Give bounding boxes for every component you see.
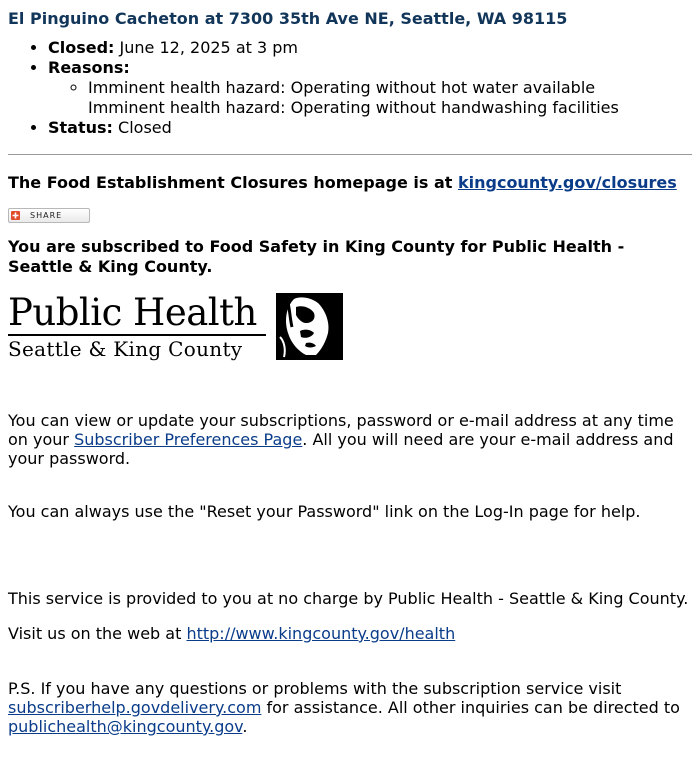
status-item: [48, 118, 694, 138]
divider: [8, 154, 692, 155]
subscriberhelp-link[interactable]: subscriberhelp.govdelivery.com: [8, 698, 262, 717]
reason-item: Imminent health hazard: Operating without handwashing facilities: [88, 98, 619, 117]
closed-label: Closed:: [48, 38, 115, 57]
ps-paragraph: [8, 679, 694, 736]
email-body: [8, 0, 694, 736]
service-paragraph: This service is provided to you at no charge by Public Health - Seattle & King County.: [8, 589, 689, 608]
reasons-item: [48, 58, 694, 118]
public-health-logo: [8, 293, 694, 393]
page-title: El Pinguino Cacheton at 7300 35th Ave NE, Seattle, WA 98115: [8, 9, 568, 28]
visit-text: Visit us on the web at: [8, 624, 182, 643]
share-label: SHARE: [30, 211, 63, 220]
kingcounty-health-link[interactable]: http://www.kingcounty.gov/health: [186, 624, 456, 643]
ps-end: .: [242, 717, 248, 736]
closed-value: June 12, 2025 at 3 pm: [119, 38, 298, 57]
logo-title: Public Health: [8, 291, 257, 334]
ps-text: P.S. If you have any questions or problems with the subscription service visit: [8, 679, 622, 698]
reasons-list: [48, 78, 694, 118]
logo-wordmark: [8, 293, 270, 362]
closed-item: [48, 38, 694, 58]
publichealth-email-link[interactable]: publichealth@kingcounty.gov: [8, 717, 243, 736]
ps-middle-text: for assistance. All other inquiries can be directed to: [266, 698, 680, 717]
homepage-line: [8, 172, 694, 194]
mlk-portrait-icon: [276, 293, 343, 360]
visit-paragraph: [8, 624, 694, 643]
status-label: Status:: [48, 118, 113, 137]
closure-details: [8, 38, 694, 138]
logo-subtitle: Seattle & King County: [8, 337, 243, 361]
reset-password-paragraph: You can always use the "Reset your Password" link on the Log-In page for help.: [8, 502, 641, 521]
homepage-text: The Food Establishment Closures homepage is at: [8, 173, 453, 192]
status-value: Closed: [118, 118, 172, 137]
closures-homepage-link[interactable]: kingcounty.gov/closures: [457, 173, 677, 192]
subscriber-preferences-link[interactable]: Subscriber Preferences Page: [74, 430, 303, 449]
reasons-label: Reasons:: [48, 58, 130, 77]
preferences-text-end: . All you will need are your e-mail address and your password.: [8, 430, 674, 468]
share-button[interactable]: [8, 208, 90, 223]
preferences-text: You can view or update your subscriptions, password or e-mail address at any time on your: [8, 411, 674, 449]
share-plus-icon: [11, 211, 20, 220]
preferences-paragraph: [8, 411, 694, 468]
reason-item: ◦ Imminent health hazard: Operating without hot water available: [88, 78, 694, 98]
subscription-notice: You are subscribed to Food Safety in King County for Public Health - Seattle & King County.: [8, 237, 625, 276]
